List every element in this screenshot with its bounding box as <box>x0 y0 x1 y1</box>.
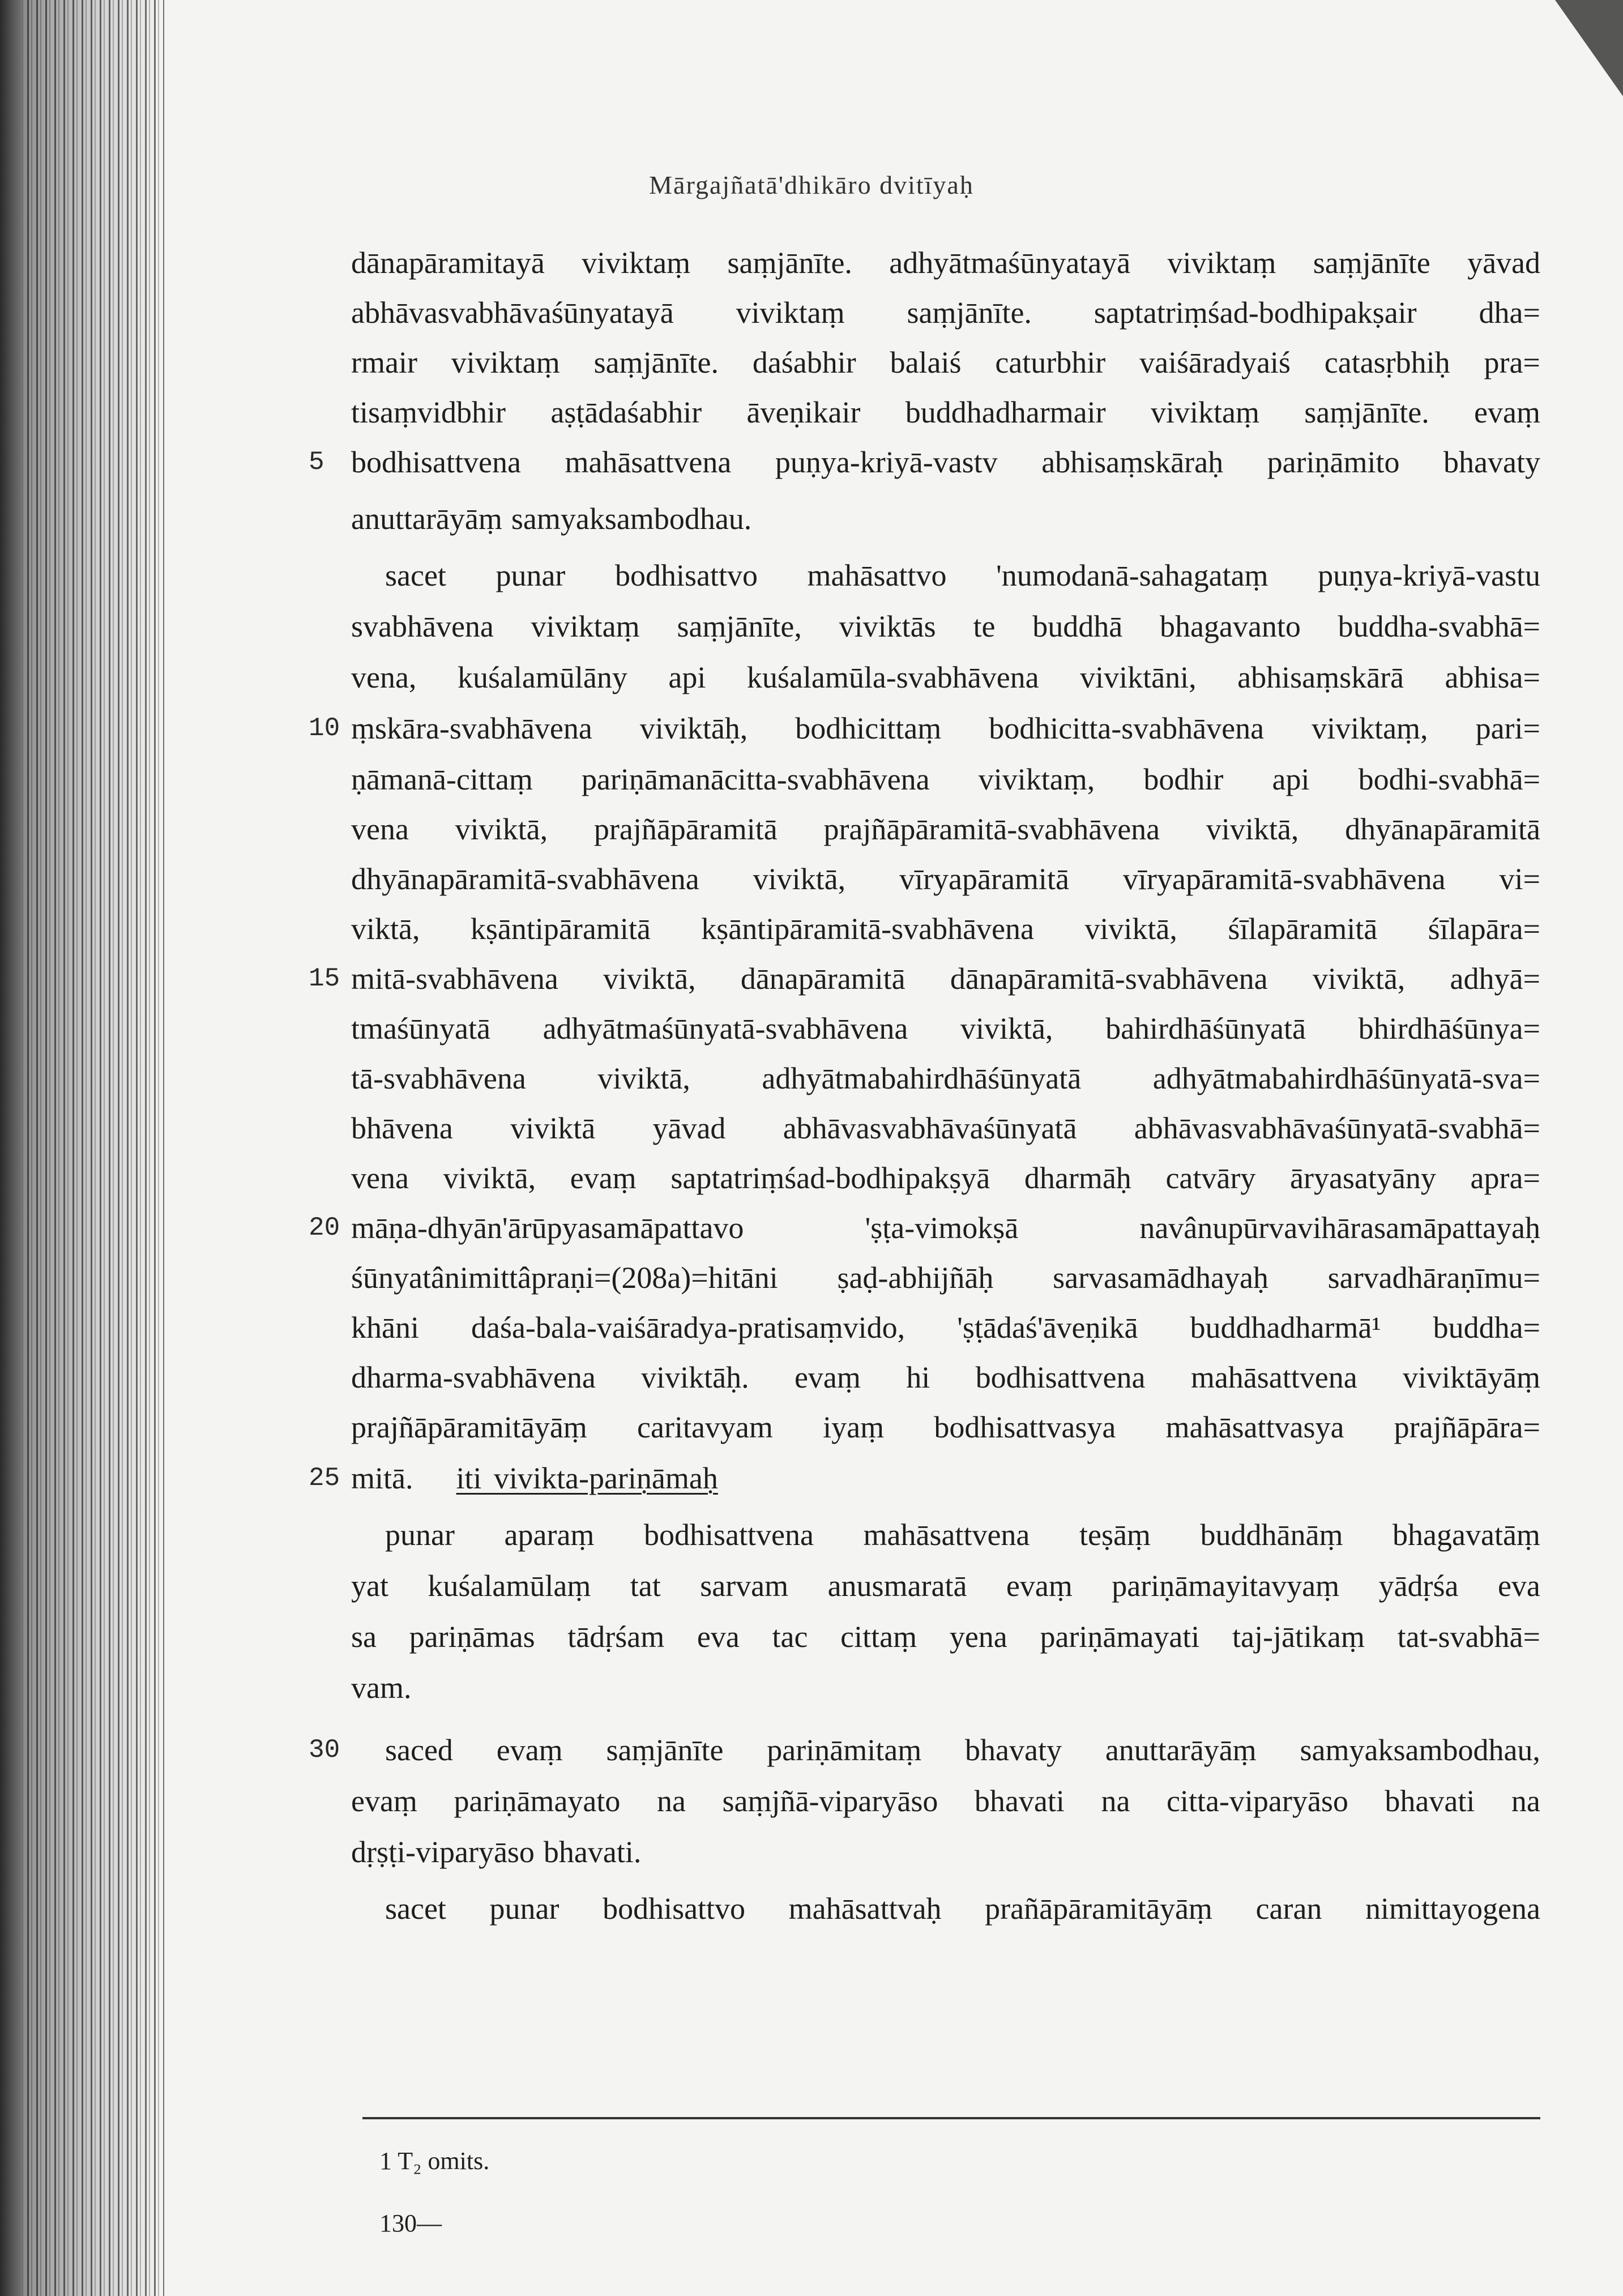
text-line: sacet punar bodhisattvo mahāsattvo 'numodanā-sahagataṃ puṇya-kriyā-vastu <box>385 558 1540 592</box>
text-line: vena viviktā, prajñāpāramitā prajñāpāramitā-svabhāvena viviktā, dhyānapāramitā <box>351 812 1540 846</box>
text-line: prajñāpāramitāyāṃ caritavyam iyaṃ bodhisattvasya mahāsattvasya prajñāpāra= <box>351 1410 1540 1444</box>
text-line: vena viviktā, evaṃ saptatriṃśad-bodhipakṣyā dharmāḥ catvāry āryasatyāny apra= <box>351 1161 1540 1195</box>
text-line: dharma-svabhāvena viviktāḥ. evaṃ hi bodhisattvena mahāsattvena viviktāyāṃ <box>351 1360 1540 1394</box>
section-end-label: iti vivikta-pariṇāmaḥ <box>456 1461 718 1495</box>
scan-corner-mark <box>1555 0 1623 96</box>
text-line: punar aparaṃ bodhisattvena mahāsattvena teṣāṃ buddhānāṃ bhagavatāṃ <box>385 1518 1540 1552</box>
text-line: ṇāmanā-cittaṃ pariṇāmanācitta-svabhāvena viviktaṃ, bodhir api bodhi-svabhā= <box>351 762 1540 796</box>
text-line: yat kuśalamūlaṃ tat sarvam anusmaratā evaṃ pariṇāmayitavyaṃ yādṛśa eva <box>351 1569 1540 1603</box>
text-line: anuttarāyāṃ samyaksambodhau. <box>351 502 752 536</box>
text-line: ṃskāra-svabhāvena viviktāḥ, bodhicittaṃ bodhicitta-svabhāvena viviktaṃ, pari= <box>351 711 1540 745</box>
text-line: śūnyatânimittâpraṇi=(208a)=hitāni ṣaḍ-abhijñāḥ sarvasamādhayaḥ sarvadhāraṇīmu= <box>351 1261 1540 1295</box>
text-line: bodhisattvena mahāsattvena puṇya-kriyā-vastv abhisaṃskāraḥ pariṇāmito bhavaty <box>351 445 1540 479</box>
text-line: māṇa-dhyān'ārūpyasamāpattavo 'ṣṭa-vimokṣā navânupūrvavihārasamāpattayaḥ <box>351 1211 1540 1245</box>
line-number: 20 <box>309 1213 340 1243</box>
text-line: bhāvena viviktā yāvad abhāvasvabhāvaśūnyatā abhāvasvabhāvaśūnyatā-svabhā= <box>351 1111 1540 1145</box>
text-line: mitā-svabhāvena viviktā, dānapāramitā dānapāramitā-svabhāvena viviktā, adhyā= <box>351 962 1540 996</box>
text-line: mitā. iti vivikta-pariṇāmaḥ <box>351 1453 1540 1503</box>
page-number: 130— <box>379 2209 442 2237</box>
footnote-rule <box>362 2117 1540 2119</box>
text-line: dṛṣṭi-viparyāso bhavati. <box>351 1835 642 1869</box>
text-line: sacet punar bodhisattvo mahāsattvaḥ prañāpāramitāyāṃ caran nimittayogena <box>385 1892 1540 1926</box>
text-line: khāni daśa-bala-vaiśāradya-pratisaṃvido, 'ṣṭādaś'āveṇikā buddhadharmā¹ buddha= <box>351 1311 1540 1345</box>
footnote-1: 1 T₂ omits. <box>379 2147 490 2175</box>
line-number: 10 <box>309 714 340 743</box>
line-number: 5 <box>309 447 324 477</box>
binding-shadow <box>0 0 23 2296</box>
text-line: tā-svabhāvena viviktā, adhyātmabahirdhāśūnyatā adhyātmabahirdhāśūnyatā-sva= <box>351 1061 1540 1095</box>
text-line: rmair viviktaṃ saṃjānīte. daśabhir balaiś caturbhir vaiśāradyaiś catasṛbhiḥ pra= <box>351 345 1540 379</box>
line-number: 15 <box>309 964 340 993</box>
running-head: Mārgajñatā'dhikāro dvitīyaḥ <box>649 170 974 199</box>
text-line: dānapāramitayā viviktaṃ saṃjānīte. adhyātmaśūnyatayā viviktaṃ saṃjānīte yāvad <box>351 246 1540 280</box>
text-line: saced evaṃ saṃjānīte pariṇāmitaṃ bhavaty anuttarāyāṃ samyaksambodhau, <box>385 1733 1540 1767</box>
text-line: evaṃ pariṇāmayato na saṃjñā-viparyāso bhavati na citta-viparyāso bhavati na <box>351 1784 1540 1818</box>
text-line: viktā, kṣāntipāramitā kṣāntipāramitā-svabhāvena viviktā, śīlapāramitā śīlapāra= <box>351 912 1540 946</box>
text-line: vam. <box>351 1671 412 1705</box>
text-line: sa pariṇāmas tādṛśam eva tac cittaṃ yena pariṇāmayati taj-jātikaṃ tat-svabhā= <box>351 1620 1540 1654</box>
text-line: svabhāvena viviktaṃ saṃjānīte, viviktās te buddhā bhagavanto buddha-svabhā= <box>351 609 1540 643</box>
text-line: tisaṃvidbhir aṣṭādaśabhir āveṇikair buddhadharmair viviktaṃ saṃjānīte. evaṃ <box>351 395 1540 429</box>
line-number: 25 <box>309 1463 340 1493</box>
text-line: abhāvasvabhāvaśūnyatayā viviktaṃ saṃjānīte. saptatriṃśad-bodhipakṣair dha= <box>351 296 1540 330</box>
text-line: vena, kuśalamūlāny api kuśalamūla-svabhāvena viviktāni, abhisaṃskārā abhisa= <box>351 660 1540 694</box>
line-number: 30 <box>309 1735 340 1765</box>
text-line: tmaśūnyatā adhyātmaśūnyatā-svabhāvena viviktā, bahirdhāśūnyatā bhirdhāśūnya= <box>351 1012 1540 1045</box>
text-line: dhyānapāramitā-svabhāvena viviktā, vīryapāramitā vīryapāramitā-svabhāvena vi= <box>351 862 1540 896</box>
binding-gutter <box>0 0 164 2296</box>
